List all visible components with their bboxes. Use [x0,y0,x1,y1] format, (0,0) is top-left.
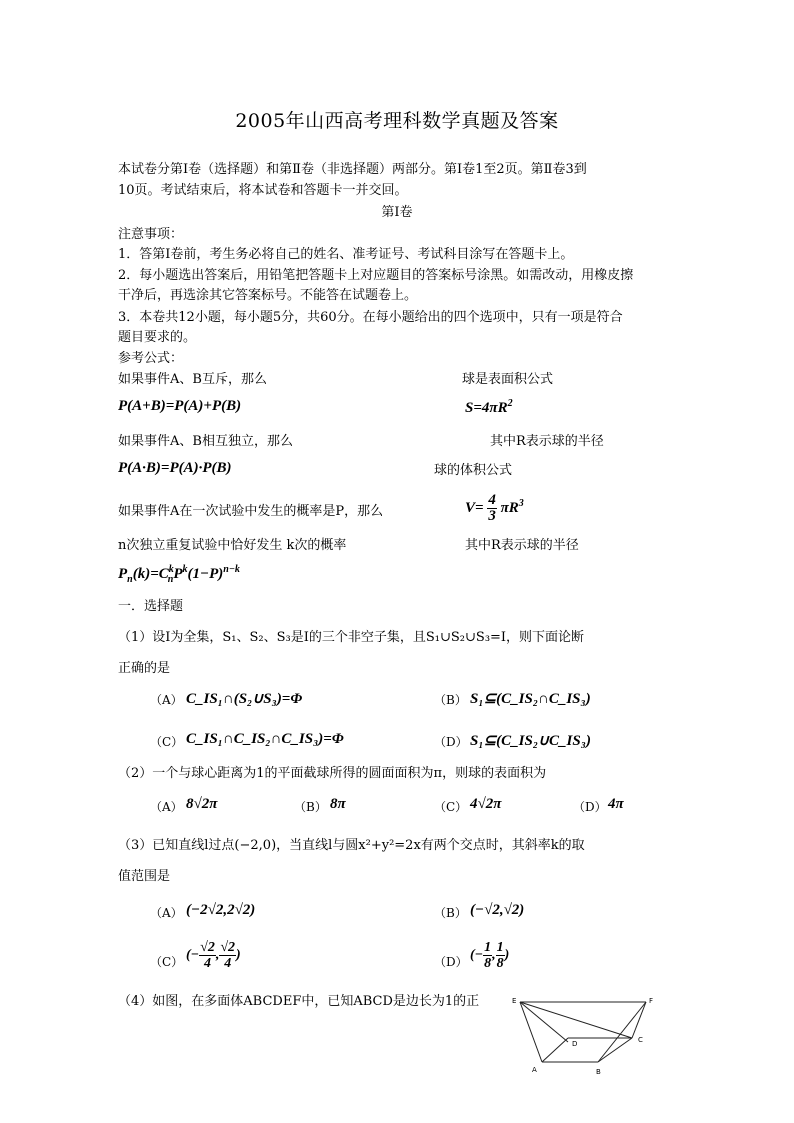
label-b: B [596,1068,601,1076]
q2-option-d-label: （D） [573,800,607,814]
q3-d-num2: 1 [496,940,504,955]
intro-line-2: 10页。考试结束后，将本试卷和答题卡一并交回。 [118,183,408,198]
label-d: D [572,1040,578,1048]
q3-c-den1: 4 [204,956,211,971]
q3-d-num1: 1 [484,940,492,955]
formula-text-4: n次独立重复试验中恰好发生 k次的概率 [118,538,347,553]
q2-option-a: 8√2π [186,796,218,812]
part-heading: 一．选择题 [118,599,184,614]
q3-c-comma: , [215,947,220,963]
notes-heading: 注意事项： [118,227,184,242]
q1-option-b-label: （B） [434,693,467,707]
note-3a: 3．本卷共12小题，每小题5分，共60分。在每小题给出的四个选项中，只有一项是符合 [118,310,623,325]
formula-right-1: 球是表面积公式 [462,372,554,387]
q2-option-b-label: （B） [294,800,327,814]
q3-option-c-label: （C） [150,955,184,969]
formula-sphere-area [465,398,513,417]
formula-sphere-volume [465,493,524,524]
q3-c-open: (− [186,947,200,963]
page-title: 2005年山西高考理科数学真题及答案 [235,110,559,132]
q4-stem: （4）如图，在多面体ABCDEF中，已知ABCD是边长为1的正 [118,994,480,1009]
binomial-end: (1−P) [187,566,224,582]
q1-option-c-label: （C） [150,735,184,749]
intro-line-1: 本试卷分第Ⅰ卷（选择题）和第Ⅱ卷（非选择题）两部分。第Ⅰ卷1至2页。第Ⅱ卷3到 [118,162,587,177]
q1-option-d: S₁⊆(C_IS₂∪C_IS₃) [470,733,591,749]
q3-d-comma: , [492,947,496,963]
formula-independent: P(A·B)=P(A)·P(B) [118,460,232,476]
formula-binomial [118,564,240,585]
binomial-sup-nk: n−k [223,564,240,575]
note-2a: 2．每小题选出答案后，用铅笔把答题卡上对应题目的答案标号涂黑。如需改动，用橡皮擦 [118,268,634,283]
formula-text-2: 如果事件A、B相互独立，那么 [118,434,293,449]
q3-c-den2: 4 [224,956,232,971]
volume-rest: πR [500,499,519,516]
volume-num: 4 [488,492,496,508]
formula-right-2: 其中R表示球的半径 [490,434,604,449]
q3-d-den1: 8 [484,956,492,971]
label-f: F [649,997,654,1005]
q3-d-open: (− [470,947,484,963]
binomial-sub-n2: n [167,574,174,585]
formula-text-3: 如果事件A在一次试验中发生的概率是P，那么 [118,504,384,519]
q2-option-b: 8π [330,796,346,812]
q2-option-a-label: （A） [150,800,183,814]
section-heading: 第Ⅰ卷 [381,205,413,220]
q3-option-b: (−√2,√2) [470,902,525,918]
volume-exp: 3 [518,497,524,509]
edge-ec [520,1002,632,1038]
q3-stem-2: 值范围是 [118,869,171,884]
formulas-heading: 参考公式： [118,351,184,366]
edge-bc [598,1038,632,1062]
q3-c-num2: √2 [220,940,236,955]
q3-option-a-label: （A） [150,906,183,920]
volume-lhs: V= [465,499,484,516]
edge-da [542,1038,568,1062]
binomial-sup-k: k [168,564,174,575]
label-a: A [532,1066,537,1074]
sphere-area-base: S=4πR [465,400,508,416]
q3-c-close: ) [236,947,241,963]
q3-option-c [186,940,241,971]
q3-d-den2: 8 [496,956,504,971]
binomial-p2: P [173,566,183,582]
edge-fb [598,1002,646,1062]
formula-text-1: 如果事件A、B互斥，那么 [118,372,267,387]
q2-option-d: 4π [608,796,624,812]
q3-option-a: (−2√2,2√2) [186,902,256,918]
binomial-sub-n: n [127,574,133,585]
q1-stem: （1）设I为全集，S₁、S₂、S₃是I的三个非空子集，且S₁∪S₂∪S₃=I，则下面论断 [118,630,585,645]
q1-option-c: C_IS₁∩C_IS₂∩C_IS₃)=Φ [186,731,344,747]
q3-d-close: ) [504,947,510,963]
note-2b: 干净后，再选涂其它答案标号。不能答在试题卷上。 [118,288,418,303]
q3-option-d-label: （D） [434,955,468,969]
note-3b: 题目要求的。 [118,330,197,345]
q3-stem: （3）已知直线l过点(−2,0)，当直线l与圆x²+y²=2x有两个交点时，其斜率k的取 [118,838,585,853]
label-e: E [512,997,517,1005]
label-c: C [638,1036,643,1044]
binomial-p: P [118,566,128,582]
edge-fc [632,1002,646,1038]
q1-option-d-label: （D） [434,735,468,749]
sphere-area-exp: 2 [507,398,513,409]
volume-den: 3 [488,508,496,524]
q3-option-b-label: （B） [434,906,467,920]
note-1: 1．答第Ⅰ卷前，考生务必将自己的姓名、准考证号、考试科目涂写在答题卡上。 [118,247,574,262]
formula-right-3: 球的体积公式 [434,463,513,478]
q3-c-num1: √2 [200,940,215,955]
q1-stem-2: 正确的是 [118,661,171,676]
q3-option-d [470,940,509,971]
formula-mutex: P(A+B)=P(A)+P(B) [118,398,242,414]
polyhedron-figure [506,992,666,1076]
binomial-sup-k2: k [182,564,188,575]
q2-option-c-label: （C） [434,800,468,814]
formula-right-4: 其中R表示球的半径 [465,538,579,553]
q1-option-a-label: （A） [150,693,183,707]
q1-option-a: C_IS₁∩(S₂∪S₃)=Φ [186,691,303,707]
q1-option-b: S₁⊆(C_IS₂∩C_IS₃) [470,691,591,707]
binomial-mid: (k)=C [132,566,169,582]
q2-stem: （2）一个与球心距离为1的平面截球所得的圆面面积为π，则球的表面积为 [118,766,547,781]
q2-option-c: 4√2π [470,796,502,812]
